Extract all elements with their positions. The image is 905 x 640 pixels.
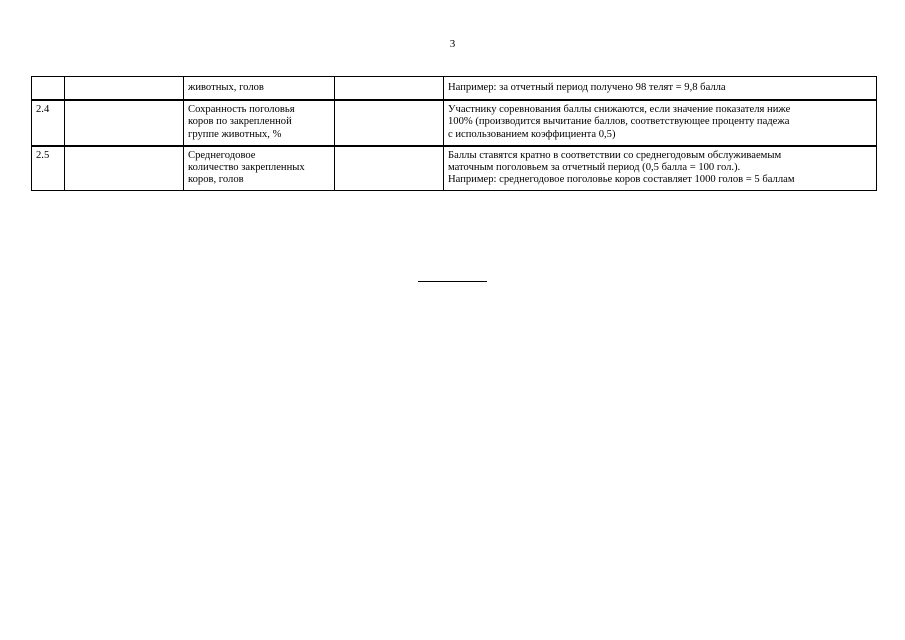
scoring-note-line: маточным поголовьем за отчетный период (0,5 балла = 100 гол.). xyxy=(448,162,741,174)
indicator-name-line: количество закрепленных xyxy=(188,162,305,174)
scoring-note-line: Например: за отчетный период получено 98 телят = 9,8 балла xyxy=(448,82,726,93)
empty-cell xyxy=(65,146,184,191)
scoring-note-line: Баллы ставятся кратно в соответствии со среднегодовым обслуживаемым xyxy=(448,149,782,161)
empty-cell xyxy=(335,146,444,191)
table-row xyxy=(32,146,877,191)
scoring-note-line: Например: среднегодовое поголовье коров составляет 1000 голов = 5 баллам xyxy=(448,174,795,186)
row-number-cell: 2.5 xyxy=(32,146,65,191)
row-number-cell xyxy=(32,77,65,101)
scoring-note-line: с использованием коэффициента 0,5) xyxy=(448,128,616,140)
scoring-note-cell xyxy=(444,100,877,146)
indicator-name-line: Среднегодовое xyxy=(188,149,256,161)
table-row xyxy=(32,100,877,146)
table-row xyxy=(32,77,877,101)
indicator-name-line: Сохранность поголовья xyxy=(188,104,295,116)
indicator-name-cell xyxy=(184,100,335,146)
indicator-name-line: группе животных, % xyxy=(188,128,282,140)
scoring-note-line: Участнику соревнования баллы снижаются, если значение показателя ниже xyxy=(448,104,791,116)
indicator-name-line: животных, голов xyxy=(188,82,264,93)
criteria-table xyxy=(31,76,877,191)
indicator-name-line: коров по закрепленной xyxy=(188,116,292,128)
empty-cell xyxy=(335,100,444,146)
page-number: 3 xyxy=(449,38,456,50)
indicator-name-cell xyxy=(184,77,335,101)
indicator-name-cell xyxy=(184,146,335,191)
empty-cell xyxy=(335,77,444,101)
scoring-note-line: 100% (производится вычитание баллов, соответствующее проценту падежа xyxy=(448,116,790,128)
empty-cell xyxy=(65,77,184,101)
scoring-note-cell xyxy=(444,77,877,101)
empty-cell xyxy=(65,100,184,146)
row-number-cell: 2.4 xyxy=(32,100,65,146)
end-of-document-rule xyxy=(418,281,487,282)
scoring-note-cell xyxy=(444,146,877,191)
indicator-name-line: коров, голов xyxy=(188,174,244,186)
